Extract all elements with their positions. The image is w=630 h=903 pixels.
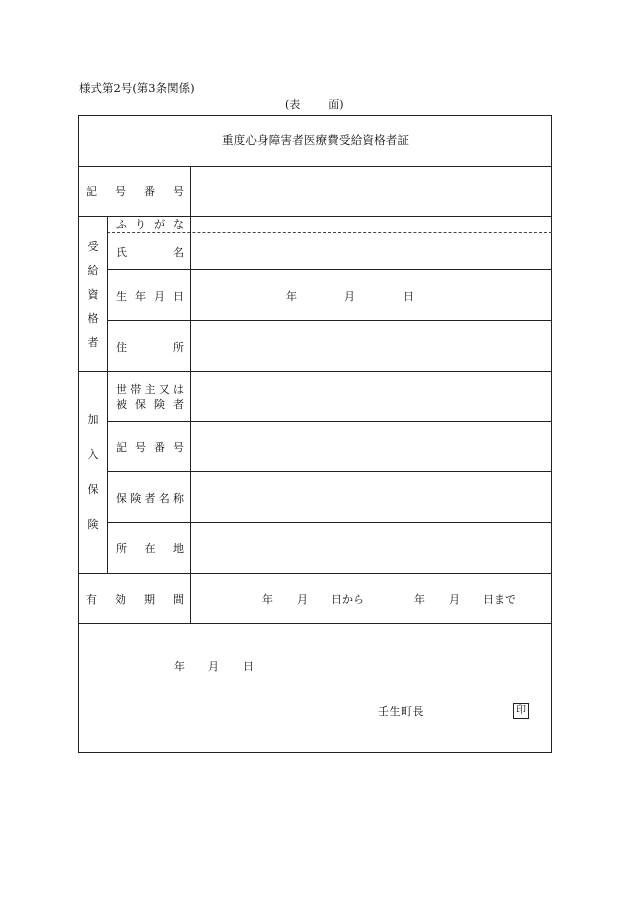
rule-after-name xyxy=(107,269,552,270)
birth-date-month: 月 xyxy=(344,290,355,303)
insurance-kigou-bangou-label: 記 号 番 号 xyxy=(116,441,184,454)
rule-after-insurer-name xyxy=(107,522,552,523)
table-border-top xyxy=(78,115,552,116)
rule-after-insurance xyxy=(78,573,552,574)
table-border-bottom xyxy=(78,752,552,753)
birth-date-year: 年 xyxy=(286,290,297,303)
furigana-label: ふ り が な xyxy=(116,218,184,231)
issue-date-month: 月 xyxy=(208,660,219,673)
group-column-divider-insurance xyxy=(107,371,108,574)
householder-label-line2: 被 保 険 者 xyxy=(116,398,184,411)
issue-date-day: 日 xyxy=(243,660,254,673)
validity-to-year: 年 xyxy=(414,593,425,606)
birth-date-label: 生 年 月 日 xyxy=(116,290,184,303)
side-label-left: (表 xyxy=(285,98,301,111)
validity-from-year: 年 xyxy=(262,593,273,606)
insurer-name-label: 保 険 者 名 称 xyxy=(116,492,184,505)
validity-to-month: 月 xyxy=(449,593,460,606)
rule-after-kigou xyxy=(78,216,552,217)
kigou-bangou-label: 記 号 番 号 xyxy=(86,185,184,198)
name-label: 氏 名 xyxy=(116,246,184,259)
table-border-left xyxy=(78,115,79,753)
rule-after-ins-kigou xyxy=(107,471,552,472)
table-border-right xyxy=(551,115,552,753)
rule-after-householder xyxy=(107,421,552,422)
householder-label-line1: 世 帯 主 又 は xyxy=(116,383,184,396)
birth-date-day: 日 xyxy=(403,290,414,303)
rule-after-title xyxy=(78,166,552,167)
form-number-label: 様式第2号(第3条関係) xyxy=(79,81,195,95)
group-column-divider-recipient xyxy=(107,216,108,372)
furigana-divider xyxy=(107,232,552,233)
insurance-group-label: 加 入 保 険 xyxy=(87,413,99,531)
address-label: 住 所 xyxy=(116,341,184,354)
validity-from-day: 日から xyxy=(331,593,364,606)
issuer-name: 壬生町長 xyxy=(378,705,424,718)
rule-after-birth xyxy=(107,320,552,321)
validity-from-month: 月 xyxy=(297,593,308,606)
validity-to-day: 日まで xyxy=(483,593,516,606)
side-label xyxy=(285,98,344,111)
recipient-group-label: 受 給 資 格 者 xyxy=(87,240,99,349)
validity-period-label: 有 効 期 間 xyxy=(86,593,184,606)
insurer-location-label: 所 在 地 xyxy=(116,542,184,555)
certificate-title: 重度心身障害者医療費受給資格者証 xyxy=(222,133,410,147)
issue-date-year: 年 xyxy=(174,660,185,673)
side-label-right: 面) xyxy=(328,98,344,111)
label-column-divider xyxy=(190,166,191,624)
rule-after-recipient xyxy=(78,371,552,372)
rule-after-validity xyxy=(78,623,552,624)
seal-mark: 印 xyxy=(513,703,529,719)
